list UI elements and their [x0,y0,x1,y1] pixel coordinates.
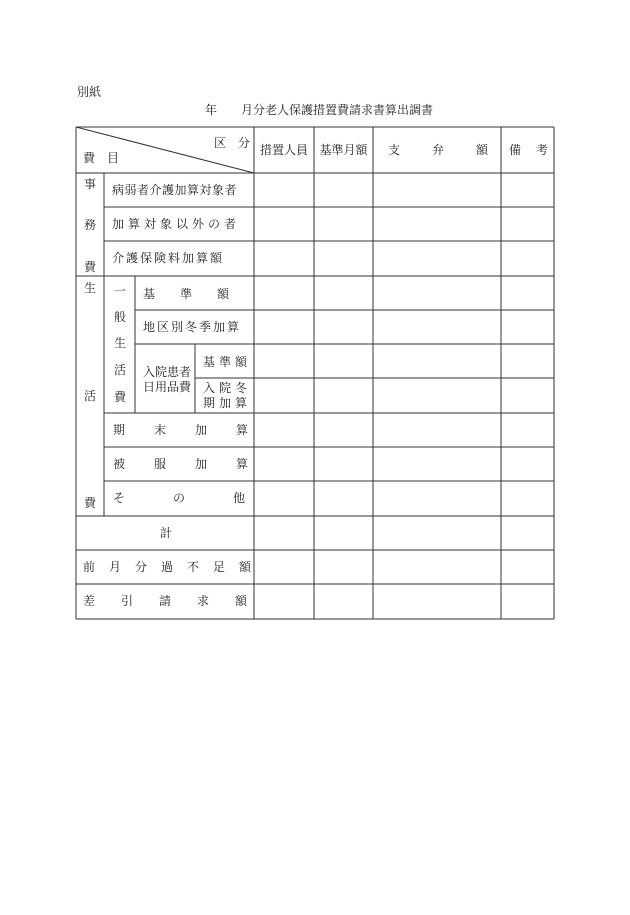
row-label-clothing-addition: 被服加算 [113,457,278,471]
office-expenses-label-1: 事 [84,177,97,191]
general-living-label-1: 一 [114,284,127,298]
column-header-payment-amount: 支 弁 額 [388,143,488,157]
attachment-label: 別紙 [77,85,102,99]
row-label-base-amount: 基準額 [143,287,255,301]
row-label-inpatient-winter-line1: 入院冬 [203,381,252,395]
row-label-non-addition: 加算対象以外の者 [112,217,241,231]
general-living-label-4: 活 [114,363,127,377]
general-living-label-2: 般 [114,310,127,324]
document-title: 年 月分老人保護措置費請求書算出調書 [205,103,434,117]
row-label-winter-addition: 地区別冬季加算 [143,320,242,334]
row-label-other: その他 [113,491,294,505]
living-expenses-label-3: 費 [84,496,97,510]
row-label-prev-month-adjustment: 前月分過不足額 [83,560,266,574]
inpatient-goods-label-line2: 日用品費 [143,380,192,394]
living-expenses-label-2: 活 [84,389,97,403]
row-label-insurance-addition: 介護保険料加算額 [112,251,225,265]
office-expenses-label-2: 務 [84,218,97,232]
corner-expense-label: 費 目 [83,151,120,165]
row-label-inpatient-base: 基準額 [203,355,252,369]
column-header-base-monthly: 基準月額 [319,143,368,157]
office-expenses-label-3: 費 [84,260,97,274]
general-living-label-5: 費 [114,390,127,404]
living-expenses-label-1: 生 [84,281,97,295]
inpatient-goods-label-line1: 入院患者 [143,365,192,379]
row-label-subtotal: 計 [160,526,173,540]
row-label-net-claim: 差引請求額 [83,594,274,608]
row-label-inpatient-winter-line2: 期加算 [203,396,252,410]
column-header-remarks: 備 考 [509,143,548,157]
row-label-year-end-addition: 期末加算 [113,423,278,437]
row-label-disabled-care: 病弱者介護加算対象者 [112,183,238,197]
general-living-label-3: 生 [114,336,127,350]
column-header-persons: 措置人員 [259,143,308,157]
corner-category-label: 区 分 [214,136,251,150]
